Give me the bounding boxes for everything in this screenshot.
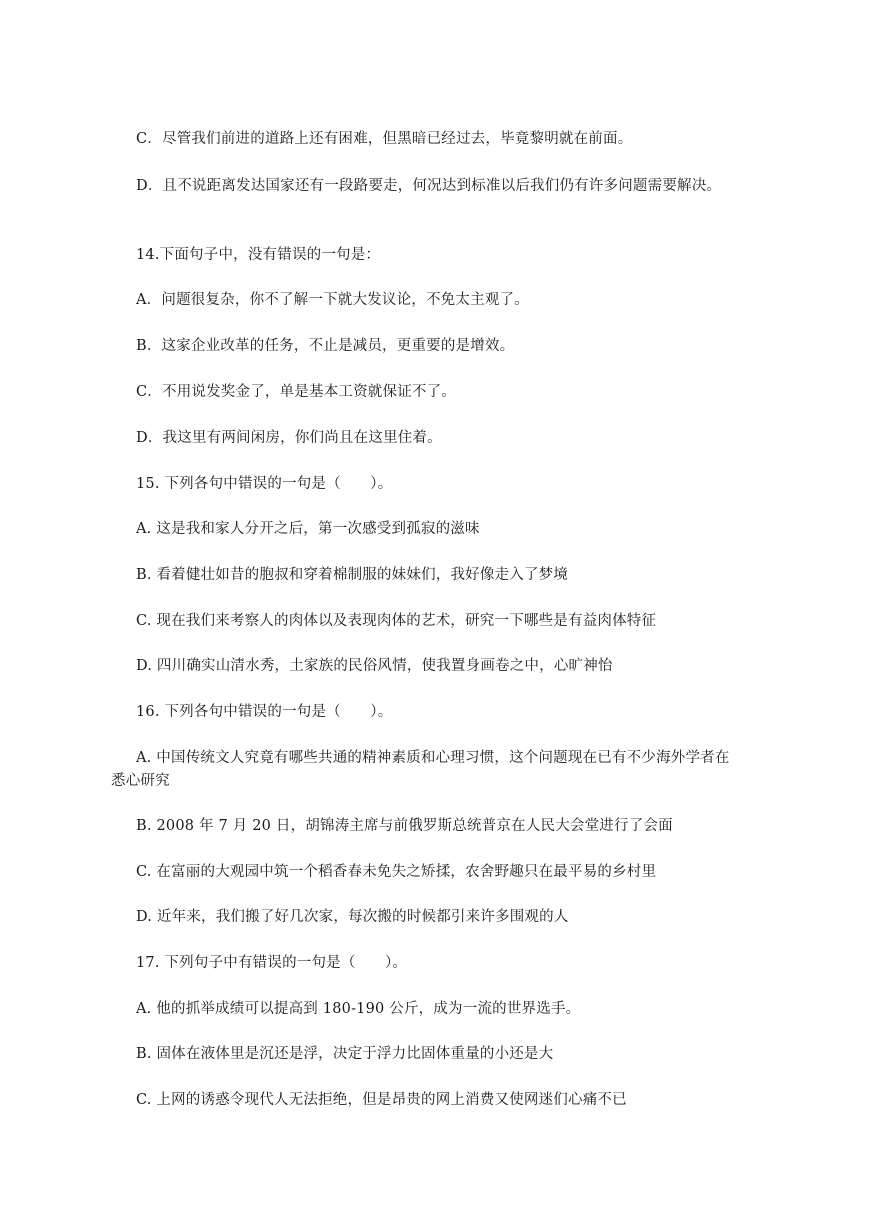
option-d-15: D. 四川确实山清水秀，土家族的民俗风情，使我置身画卷之中，心旷神怡	[136, 658, 613, 674]
option-a-15: A. 这是我和家人分开之后，第一次感受到孤寂的滋味	[136, 521, 480, 537]
question-17: 17. 下列句子中有错误的一句是（ ）。	[136, 955, 408, 971]
option-c-16: C. 在富丽的大观园中筑一个稻香春未免失之矫揉，农舍野趣只在最平易的乡村里	[136, 864, 657, 880]
option-b-14: B．这家企业改革的任务，不止是减员，更重要的是增效。	[136, 338, 515, 354]
option-c-17: C. 上网的诱惑令现代人无法拒绝，但是昂贵的网上消费又使网迷们心痛不已	[136, 1092, 627, 1108]
option-c-13: C．尽管我们前进的道路上还有困难，但黑暗已经过去，毕竟黎明就在前面。	[136, 131, 633, 147]
question-15: 15. 下列各句中错误的一句是（ ）。	[136, 476, 393, 492]
option-b-16: B. 2008 年 7 月 20 日，胡锦涛主席与前俄罗斯总统普京在人民大会堂进行了会面	[136, 818, 673, 834]
option-d-16: D. 近年来，我们搬了好几次家，每次搬的时候都引来许多围观的人	[136, 909, 569, 925]
option-a-17: A. 他的抓举成绩可以提高到 180-190 公斤，成为一流的世界选手。	[136, 1001, 581, 1017]
option-c-15: C. 现在我们来考察人的肉体以及表现肉体的艺术，研究一下哪些是有益肉体特征	[136, 613, 657, 629]
option-c-14: C．不用说发奖金了，单是基本工资就保证不了。	[136, 384, 456, 400]
question-16: 16. 下列各句中错误的一句是（ ）。	[136, 704, 393, 720]
option-d-13: D．且不说距离发达国家还有一段路要走，何况达到标准以后我们仍有许多问题需要解决。	[136, 178, 722, 194]
option-b-15: B. 看着健壮如昔的胞叔和穿着棉制服的妹妹们，我好像走入了梦境	[136, 567, 569, 583]
option-a-16: A. 中国传统文人究竟有哪些共通的精神素质和心理习惯，这个问题现在已有不少海外学者在悉心研究	[111, 750, 730, 789]
option-b-17: B. 固体在液体里是沉还是浮，决定于浮力比固体重量的小还是大	[136, 1046, 554, 1062]
option-d-14: D．我这里有两间闲房，你们尚且在这里住着。	[136, 430, 442, 446]
question-14: 14.下面句子中，没有错误的一句是：	[136, 247, 381, 263]
option-a-14: A．问题很复杂，你不了解一下就大发议论，不免太主观了。	[136, 292, 529, 308]
